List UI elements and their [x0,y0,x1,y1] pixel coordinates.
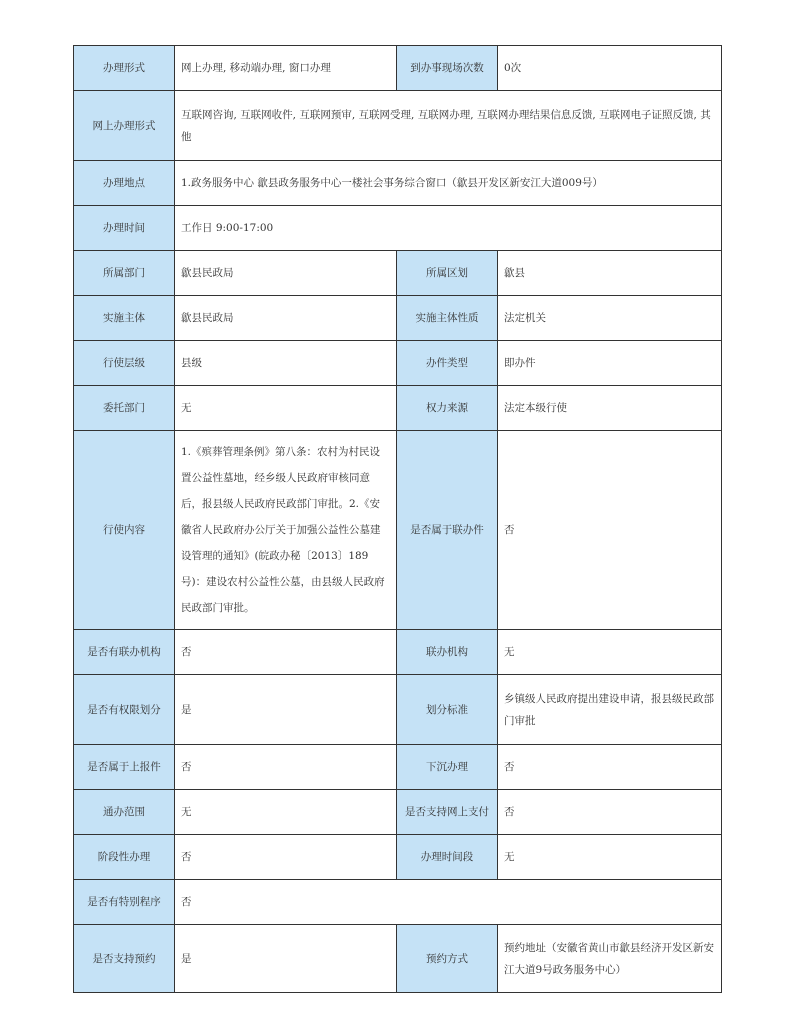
location-label: 办理地点 [74,161,175,206]
row-time [74,206,722,251]
division-standard-value: 乡镇级人民政府提出建设申请，报县级民政部门审批 [498,675,722,745]
level-value: 县级 [175,341,397,386]
joint-org-exists-value: 否 [175,630,397,675]
appointment-method-label: 预约方式 [397,925,498,993]
report-up-label: 是否属于上报件 [74,745,175,790]
row-scope [74,790,722,835]
division-standard-label: 划分标准 [397,675,498,745]
phase-label: 阶段性办理 [74,835,175,880]
row-form [74,46,722,91]
online-form-value: 互联网咨询, 互联网收件, 互联网预审, 互联网受理, 互联网办理, 互联网办理结果信息反馈, 互联网电子证照反馈, 其他 [175,91,722,161]
row-content [74,431,722,630]
phase-value: 否 [175,835,397,880]
special-procedure-value: 否 [175,880,722,925]
row-joint [74,630,722,675]
row-department [74,251,722,296]
entrust-value: 无 [175,386,397,431]
department-label: 所属部门 [74,251,175,296]
row-subject [74,296,722,341]
row-location [74,161,722,206]
subject-value: 歙县民政局 [175,296,397,341]
power-source-label: 权力来源 [397,386,498,431]
subject-label: 实施主体 [74,296,175,341]
content-value: 1.《殡葬管理条例》第八条：农村为村民设置公益性墓地，经乡级人民政府审核同意后，报县级人民政府民政部门审批。2.《安徽省人民政府办公厅关于加强公益性公墓建设管理的通知》(皖政办秘〔2013〕189号)：建设农村公益性公墓，由县级人民政府民政部门审批。 [175,431,397,630]
service-info-table [73,45,722,993]
appointment-method-value: 预约地址（安徽省黄山市歙县经济开发区新安江大道9号政务服务中心） [498,925,722,993]
joint-case-label: 是否属于联办件 [397,431,498,630]
online-form-label: 网上办理形式 [74,91,175,161]
division-value: 是 [175,675,397,745]
special-procedure-label: 是否有特别程序 [74,880,175,925]
sink-handling-label: 下沉办理 [397,745,498,790]
visit-count-value: 0次 [498,46,722,91]
time-period-label: 办理时间段 [397,835,498,880]
visit-count-label: 到办事现场次数 [397,46,498,91]
joint-org-exists-label: 是否有联办机构 [74,630,175,675]
content-label: 行使内容 [74,431,175,630]
row-special [74,880,722,925]
entrust-label: 委托部门 [74,386,175,431]
online-payment-label: 是否支持网上支付 [397,790,498,835]
region-label: 所属区划 [397,251,498,296]
case-type-label: 办件类型 [397,341,498,386]
row-entrust [74,386,722,431]
online-payment-value: 否 [498,790,722,835]
level-label: 行使层级 [74,341,175,386]
time-label: 办理时间 [74,206,175,251]
location-value: 1.政务服务中心 歙县政务服务中心一楼社会事务综合窗口（歙县开发区新安江大道009号） [175,161,722,206]
case-type-value: 即办件 [498,341,722,386]
joint-org-label: 联办机构 [397,630,498,675]
region-value: 歙县 [498,251,722,296]
time-value: 工作日 9:00-17:00 [175,206,722,251]
form-value: 网上办理, 移动端办理, 窗口办理 [175,46,397,91]
scope-value: 无 [175,790,397,835]
row-report-up [74,745,722,790]
row-phase [74,835,722,880]
department-value: 歙县民政局 [175,251,397,296]
power-source-value: 法定本级行使 [498,386,722,431]
row-division [74,675,722,745]
row-level [74,341,722,386]
appointment-label: 是否支持预约 [74,925,175,993]
subject-nature-value: 法定机关 [498,296,722,341]
joint-org-value: 无 [498,630,722,675]
row-online-form [74,91,722,161]
form-label: 办理形式 [74,46,175,91]
time-period-value: 无 [498,835,722,880]
appointment-value: 是 [175,925,397,993]
scope-label: 通办范围 [74,790,175,835]
row-appointment [74,925,722,993]
division-label: 是否有权限划分 [74,675,175,745]
sink-handling-value: 否 [498,745,722,790]
subject-nature-label: 实施主体性质 [397,296,498,341]
joint-case-value: 否 [498,431,722,630]
report-up-value: 否 [175,745,397,790]
